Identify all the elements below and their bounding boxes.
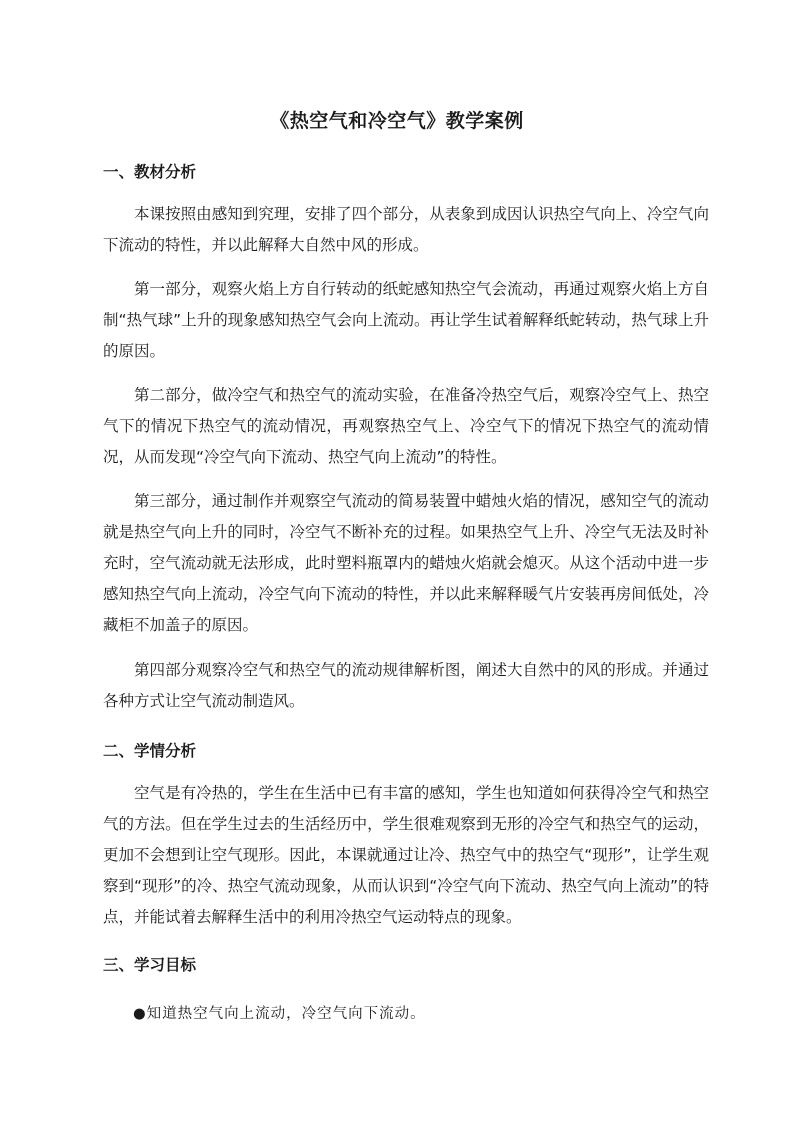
learning-goal-item: ●知道热空气向上流动，冷空气向下流动。 — [133, 1006, 426, 1022]
section-heading-learner-analysis: 二、学情分析 — [103, 742, 197, 760]
paragraph-part-three: 第三部分，通过制作并观察空气流动的简易装置中蜡烛火焰的情况，感知空气的流动就是热空气向上升的同时，冷空气不断补充的过程。如果热空气上升、冷空气无法及时补充时，空气流动就无法形成，此时塑料瓶罩内的蜡烛火焰就会熄灭。从这个活动中进一步感知热空气向上流动，冷空气向下流动的特性，并以此来解释暖气片安装再房间低处，冷藏柜不加盖子的原因。 — [103, 492, 709, 634]
paragraph-part-two: 第二部分，做冷空气和热空气的流动实验，在准备冷热空气后，观察冷空气上、热空气下的情况下热空气的流动情况，再观察热空气上、冷空气下的情况下热空气的流动情况，从而发现“冷空气向下流动、热空气向上流动”的特性。 — [103, 386, 709, 466]
document-title: 《热空气和冷空气》教学案例 — [270, 110, 524, 132]
paragraph-learner-analysis: 空气是有冷热的，学生在生活中已有丰富的感知，学生也知道如何获得冷空气和热空气的方法。但在学生过去的生活经历中，学生很难观察到无形的冷空气和热空气的运动，更加不会想到让空气现形。因此，本课就通过让冷、热空气中的热空气“现形”，让学生观察到“现形”的冷、热空气流动现象，从而认识到“冷空气向下流动、热空气向上流动”的特点，并能试着去解释生活中的利用冷热空气运动特点的现象。 — [103, 784, 709, 926]
paragraph-part-one: 第一部分，观察火焰上方自行转动的纸蛇感知热空气会流动，再通过观察火焰上方自制“热气球”上升的现象感知热空气会向上流动。再让学生试着解释纸蛇转动，热气球上升的原因。 — [103, 280, 709, 360]
section-heading-textbook-analysis: 一、教材分析 — [103, 163, 197, 181]
paragraph-textbook-intro: 本课按照由感知到究理，安排了四个部分，从表象到成因认识热空气向上、冷空气向下流动的特性，并以此解释大自然中风的形成。 — [103, 205, 709, 254]
paragraph-part-four: 第四部分观察冷空气和热空气的流动规律解析图，阐述大自然中的风的形成。并通过各种方式让空气流动制造风。 — [103, 661, 709, 710]
section-heading-learning-goals: 三、学习目标 — [103, 956, 197, 974]
